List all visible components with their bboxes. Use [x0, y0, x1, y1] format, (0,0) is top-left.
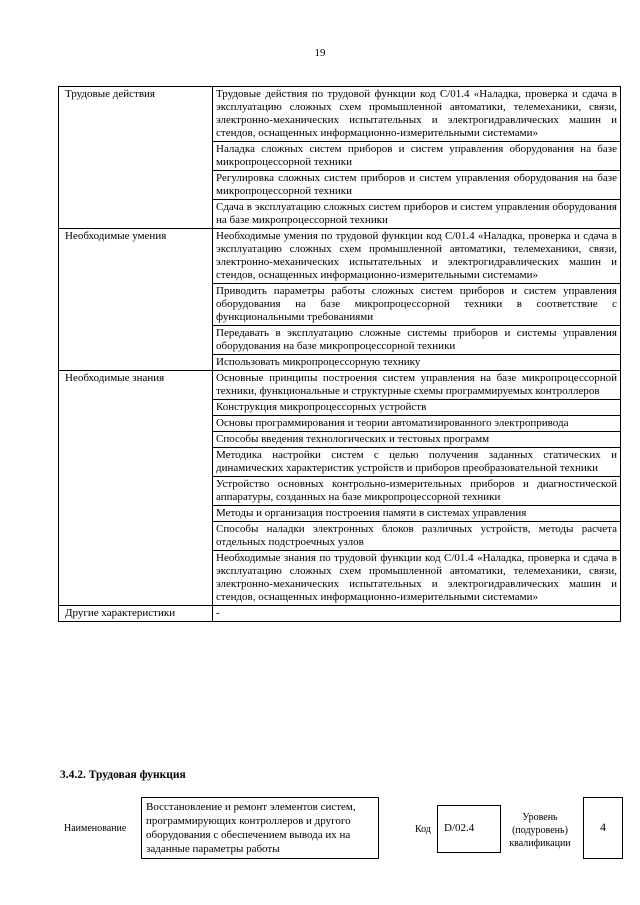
- section-label: Необходимые умения: [59, 229, 213, 371]
- section-item: Приводить параметры работы сложных систем приборов и систем управления оборудования на базе микропроцессорной техники в соответствие с функциональными требованиями: [213, 284, 621, 326]
- section-label: Трудовые действия: [59, 87, 213, 229]
- section-item: Устройство основных контрольно-измерительных приборов и диагностической аппаратуры, созданных на базе микропроцессорной техники: [213, 477, 621, 506]
- section-item: Передавать в эксплуатацию сложные системы приборов и системы управления оборудования на базе микропроцессорной техники: [213, 326, 621, 355]
- page-number: 19: [314, 47, 326, 59]
- section-item: Необходимые умения по трудовой функции код С/01.4 «Наладка, проверка и сдача в эксплуатацию сложных схем промышленной автоматики, телемеханики, связи, электронно-механических испытательных и электрогидравлических машин и стендов, оснащенных информационно-измерительными системами»: [213, 229, 621, 284]
- labor-function-table: [58, 86, 621, 622]
- section-label: Другие характеристики: [59, 606, 213, 622]
- section-label: Необходимые знания: [59, 371, 213, 606]
- section-item: Способы введения технологических и тестовых программ: [213, 432, 621, 448]
- table-row: [59, 371, 621, 400]
- qualification-level-box: 4: [583, 797, 623, 859]
- section-item: Трудовые действия по трудовой функции код С/01.4 «Наладка, проверка и сдача в эксплуатацию сложных схем промышленной автоматики, телемеханики, связи, электронно-механических испытательных и электрогидравлических машин и стендов, оснащенных информационно-измерительными системами»: [213, 87, 621, 142]
- section-item: -: [213, 606, 621, 622]
- section-item: Способы наладки электронных блоков различных устройств, методы расчета отдельных подстроечных узлов: [213, 522, 621, 551]
- section-item: Основы программирования и теории автоматизированного электропривода: [213, 416, 621, 432]
- section-item: Сдача в эксплуатацию сложных систем приборов и систем управления оборудования на базе микропроцессорной техники: [213, 200, 621, 229]
- section-item: Основные принципы построения систем управления на базе микропроцессорной техники, функциональные и структурные схемы программируемых контроллеров: [213, 371, 621, 400]
- table-row: [59, 87, 621, 142]
- labor-function-summary: [60, 797, 625, 861]
- function-name-box: Восстановление и ремонт элементов систем, программирующих контроллеров и другого оборудования с обеспечением вывода их на заданные параметры работы: [141, 797, 379, 859]
- section-item: Использовать микропроцессорную технику: [213, 355, 621, 371]
- section-item: Конструкция микропроцессорных устройств: [213, 400, 621, 416]
- code-label: Код: [415, 824, 431, 835]
- section-item: Методы и организация построения памяти в системах управления: [213, 506, 621, 522]
- table-row: [59, 606, 621, 622]
- table-row: [59, 229, 621, 284]
- name-label: Наименование: [64, 823, 127, 834]
- section-heading: 3.4.2. Трудовая функция: [60, 769, 186, 781]
- section-item: Регулировка сложных систем приборов и систем управления оборудования на базе микропроцессорной техники: [213, 171, 621, 200]
- table-body: [59, 87, 621, 622]
- section-item: Наладка сложных систем приборов и систем управления оборудования на базе микропроцессорной техники: [213, 142, 621, 171]
- function-code-box: D/02.4: [437, 805, 501, 853]
- section-item: Необходимые знания по трудовой функции код С/01.4 «Наладка, проверка и сдача в эксплуатацию сложных схем промышленной автоматики, телемеханики, связи, электронно-механических испытательных и электрогидравлических машин и стендов, оснащенных информационно-измерительными системами»: [213, 551, 621, 606]
- section-item: Методика настройки систем с целью получения заданных статических и динамических характеристик устройств и приборов преобразовательной техники: [213, 448, 621, 477]
- level-label: Уровень (подуровень) квалификации: [509, 812, 571, 849]
